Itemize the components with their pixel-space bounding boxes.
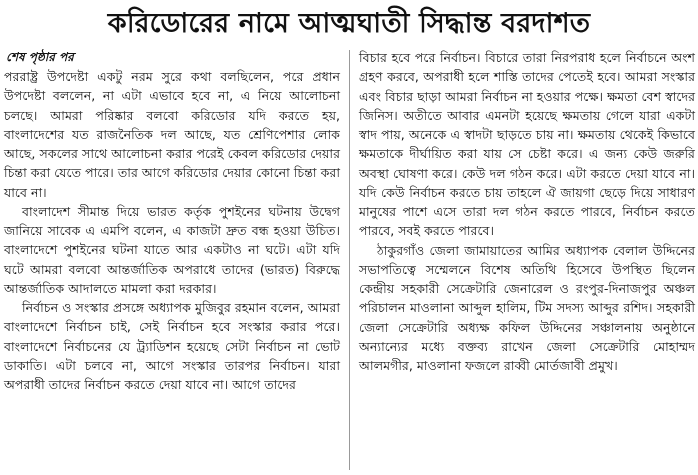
article-paragraph: ঠাকুরগাঁও জেলা জামায়াতের আমির অধ্যাপক বেলাল উদ্দিনের সভাপতিত্বে সম্মেলনে বিশেষ অতিথি হিসেবে উপস্থিত ছিলেন কেন্দ্রীয় সহকারী সেক্রেটারি জেনারেল ও রংপুর-দিনাজপুর অঞ্চল পরিচালন মাওলানা আব্দুল হালিম, টিম সদস্য আব্দুর রশিদ। সহকারী জেলা সেক্রেটারি অধ্যক্ষ কফিল উদ্দিনের সঞ্চালনায় অনুষ্ঠানে অন্যান্যের মধ্যে বক্তব্য রাখেন জেলা সেক্রেটারি মোহাম্মদ আলমগীর, মাওলানা ফজলে রাব্বী মোর্তজাবী প্রমুখ। [359,242,695,373]
article-paragraph: বিচার হবে পরে নির্বাচন। বিচারে তারা নিরপরাধ হলে নির্বাচনে অংশ গ্রহণ করবে, অপরাধী হলে শাস্তি তাদের পেতেই হবে। আমরা সংস্কার এবং বিচার ছাড়া আমরা নির্বাচন না হওয়ার পক্ষে। ক্ষমতা বেশ স্বাদের জিনিস। অতীতে আবার এমনটা হয়েছে ক্ষমতায় গেলে যারা একটা স্বাদ পায়, অনেকে এ স্বাদটা ছাড়তে চায় না। ক্ষমতায় থেকেই কিভাবে ক্ষমতাকে দীর্ঘায়িত করা যায় সে চেষ্টা করে। এ জন্য কেউ জরুরি অবস্থা ঘোষণা করে। কেউ দল গঠন করে। এটা করতে দেয়া যাবে না। যদি কেউ নির্বাচন করতে চায় তাহলে ঐ জায়গা ছেড়ে দিয়ে সাধারণ মানুষের পাশে এসে তারা দল গঠন করতে পারবে, নির্বাচন করতে পারবে, সবই করতে পারবে। [359,50,695,239]
continuation-label: শেষ পৃষ্ঠার পর [6,50,74,64]
article-paragraph: পররাষ্ট্র উপদেষ্টা একটু নরম সুরে কথা বলছিলেন, পরে প্রধান উপদেষ্টা বললেন, না এটা এভাবে হবে না, এ নিয়ে আলোচনা চলছে। আমরা পরিষ্কার বলবো করিডোর যদি করতে হয়, বাংলাদেশের যত রাজনৈতিক দল আছে, যত শ্রেণিপেশার লোক আছে, সকলের সাথে আলোচনা করার পরেই কেবল করিডোর দেয়ার চিন্তা করা যেতে পারে। তার আগে করিডোর দেয়ার কোনো চিন্তা করা যাবে না। [4,69,340,200]
article-paragraph: নির্বাচন ও সংস্কার প্রসঙ্গে অধ্যাপক মুজিবুর রহমান বলেন, আমরা বাংলাদেশে নির্বাচন চাই, সেই নির্বাচন হবে সংস্কার করার পরে। বাংলাদেশে নির্বাচনের যে ট্র্যাডিশন হয়েছে সেটা নির্বাচন না ভোট ডাকাতি। এটা চলবে না, আগে সংস্কার তারপর নির্বাচন। যারা অপরাধী তাদের নির্বাচন করতে দেয়া যাবে না। আগে তাদের [4,300,340,392]
column-divider [349,50,350,470]
article-headline: করিডোরের নামে আত্মঘাতী সিদ্ধান্ত বরদাশত [107,8,591,39]
article-paragraph: বাংলাদেশ সীমান্ত দিয়ে ভারত কর্তৃক পুশইনের ঘটনায় উদ্বেগ জানিয়ে সাবেক এ এমপি বলেন, এ কাজটা দ্রুত বন্ধ হওয়া উচিত। বাংলাদেশে পুশইনের ঘটনা যাতে আর একটাও না ঘটে। এটা যদি ঘটে আমরা বলবো আন্তর্জাতিক অপরাধে তাদের (ভারত) বিরুদ্ধে আন্তর্জাতিক আদালতে মামলা করা দরকার। [4,203,340,296]
article-right-column [359,48,695,375]
article-left-column [4,48,340,394]
